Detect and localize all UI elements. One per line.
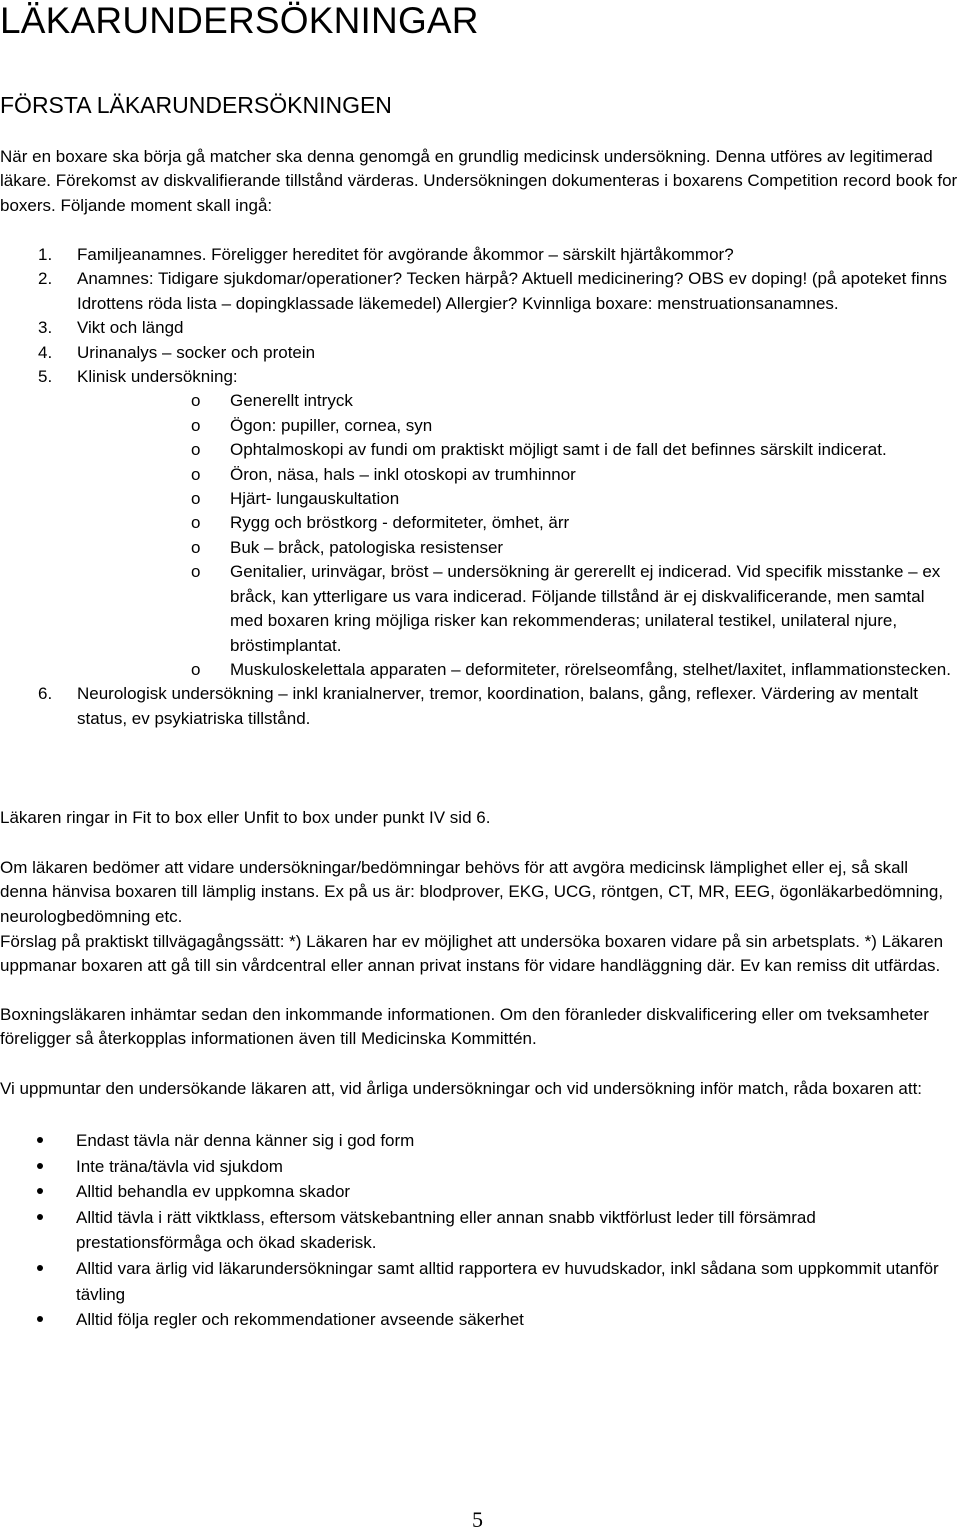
advice-intro-paragraph: Vi uppmuntar den undersökande läkaren att, vid årliga undersökningar och vid undersökning inför match, råda boxaren att: (0, 1079, 923, 1098)
bullet-item (0, 1307, 960, 1333)
item-text: Anamnes: Tidigare sjukdomar/operationer? Tecken härpå? Aktuell medicinering? OBS ev doping! (på apoteket finns Idrottens röda lista – dopingklassade läkemedel) Allergier? Kvinnliga boxare: menstruationsanamnes. (77, 269, 948, 313)
bullet-text: Endast tävla när denna känner sig i god form (76, 1131, 415, 1150)
circle-bullet-marker: o (191, 464, 201, 484)
sub-item-text: Muskuloskelettala apparaten – deformiteter, rörelseomfång, stelhet/laxitet, inflammationstecken. (230, 659, 951, 679)
list-item (0, 316, 960, 340)
procedure-paragraph: Förslag på praktiskt tillvägagångssätt: *) Läkaren har ev möjlighet att undersöka boxaren vidare på sin arbetsplats. *) Läkaren uppmanar boxaren att gå till sin vårdcentral eller annan privat instans för vidare handläggning där. Ev kan remiss dit utfärdas. (0, 932, 944, 976)
sub-list-item (77, 438, 960, 462)
circle-bullet-marker: o (191, 659, 201, 679)
information-paragraph: Boxningsläkaren inhämtar sedan den inkommande informationen. Om den föranleder diskvalificering eller om tveksamheter föreligger så återkopplas informationen även till Medicinska Kommittén. (0, 1005, 929, 1049)
bullet-item (0, 1179, 960, 1205)
bullet-text: Alltid följa regler och rekommendationer avseende säkerhet (76, 1310, 524, 1330)
item-text: Vikt och längd (77, 318, 184, 338)
page-number: 5 (472, 1507, 483, 1532)
bullet-dot-icon (37, 1163, 43, 1169)
circle-bullet-marker: o (191, 537, 201, 557)
bullet-dot-icon (37, 1214, 43, 1220)
circle-bullet-marker: o (191, 391, 201, 411)
list-item (0, 267, 960, 316)
item-number: 6. (38, 684, 53, 704)
sub-item-text: Buk – bråck, patologiska resistenser (230, 537, 504, 557)
list-item (0, 341, 960, 365)
item-text: Familjeanamnes. Föreligger hereditet för avgörande åkommor – särskilt hjärtåkommor? (77, 245, 734, 264)
item-number: 4. (38, 342, 53, 362)
bullet-dot-icon (37, 1137, 43, 1143)
item-text: Urinanalys – socker och protein (77, 342, 316, 362)
circle-bullet-marker: o (191, 562, 201, 582)
intro-paragraph: När en boxare ska börja gå matcher ska denna genomgå en grundlig medicinsk undersökning. Denna utföres av legitimerad läkare. Förekomst av diskvalifierande tillstånd värderas. Undersökningen dokumenteras i boxarens Competition record book for boxers. Följande moment skall ingå: (0, 147, 958, 215)
sub-list-item (77, 536, 960, 560)
sub-item-text: Ögon: pupiller, cornea, syn (230, 415, 433, 435)
item-number: 2. (38, 269, 53, 289)
bullet-text: Alltid vara ärlig vid läkarundersökningar samt alltid rapportera ev huvudskador, inkl sådana som uppkommit utanför tävling (76, 1258, 939, 1304)
sub-list-item (77, 511, 960, 535)
bullet-dot-icon (37, 1316, 43, 1322)
bullet-item (0, 1154, 960, 1180)
bullet-dot-icon (37, 1265, 43, 1271)
item-number: 3. (38, 318, 53, 338)
sub-list-item (77, 463, 960, 487)
sub-item-text: Ophtalmoskopi av fundi om praktiskt möjligt samt i de fall det befinnes särskilt indicerat. (230, 440, 887, 460)
sub-item-text: Generellt intryck (230, 391, 353, 411)
bullet-dot-icon (37, 1188, 43, 1194)
item-text: Klinisk undersökning: (77, 367, 238, 387)
bullet-text: Inte träna/tävla vid sjukdom (76, 1156, 283, 1176)
circle-bullet-marker: o (191, 513, 201, 533)
clinical-subitems-list (77, 389, 960, 682)
list-item (0, 365, 960, 682)
sub-item-text: Hjärt- lungauskultation (230, 489, 400, 509)
sub-list-item (77, 658, 960, 682)
bullet-item (0, 1256, 960, 1307)
list-item (0, 682, 960, 731)
bullet-text: Alltid tävla i rätt viktklass, eftersom vätskebantning eller annan snabb viktförlust leder till försämrad prestationsförmåga och ökad skaderisk. (76, 1207, 816, 1253)
sub-item-text: Öron, näsa, hals – inkl otoskopi av trumhinnor (230, 464, 576, 484)
list-item (0, 243, 960, 267)
advice-list (0, 1128, 960, 1333)
bullet-item (0, 1128, 960, 1154)
sub-list-item (77, 560, 960, 658)
exam-steps-list (0, 243, 960, 731)
section-heading: FÖRSTA LÄKARUNDERSÖKNINGEN (0, 92, 392, 118)
sub-item-text: Rygg och bröstkorg - deformiteter, ömhet, ärr (230, 513, 570, 533)
sub-list-item (77, 389, 960, 413)
fit-to-box-paragraph: Läkaren ringar in Fit to box eller Unfit to box under punkt IV sid 6. (0, 808, 491, 827)
bullet-item (0, 1205, 960, 1256)
further-exams-paragraph: Om läkaren bedömer att vidare undersökningar/bedömningar behövs för att avgöra medicinsk lämplighet eller ej, så skall denna hänvisa boxaren till lämplig instans. Ex på us är: blodprover, EKG, UCG, röntgen, CT, MR, EEG, ögonläkarbedömning, neurologbedömning etc. (0, 858, 944, 926)
circle-bullet-marker: o (191, 415, 201, 435)
sub-list-item (77, 414, 960, 438)
bullet-text: Alltid behandla ev uppkomna skador (76, 1182, 351, 1202)
circle-bullet-marker: o (191, 489, 201, 509)
item-number: 5. (38, 367, 53, 387)
page-title: LÄKARUNDERSÖKNINGAR (0, 0, 479, 41)
sub-item-text: Genitalier, urinvägar, bröst – undersökning är gererellt ej indicerad. Vid specifik misstanke – ex bråck, kan ytterligare us vara indicerad. Följande tillstånd är ej diskvalificerande, men samtal med boxaren kring möjliga risker kan rekommenderas; unilateral testikel, unilateral njure, bröstimplantat. (230, 562, 941, 655)
sub-list-item (77, 487, 960, 511)
circle-bullet-marker: o (191, 440, 201, 460)
item-number: 1. (38, 245, 53, 264)
item-text: Neurologisk undersökning – inkl kranialnerver, tremor, koordination, balans, gång, reflexer. Värdering av mentalt status, ev psykiatriska tillstånd. (77, 684, 919, 728)
